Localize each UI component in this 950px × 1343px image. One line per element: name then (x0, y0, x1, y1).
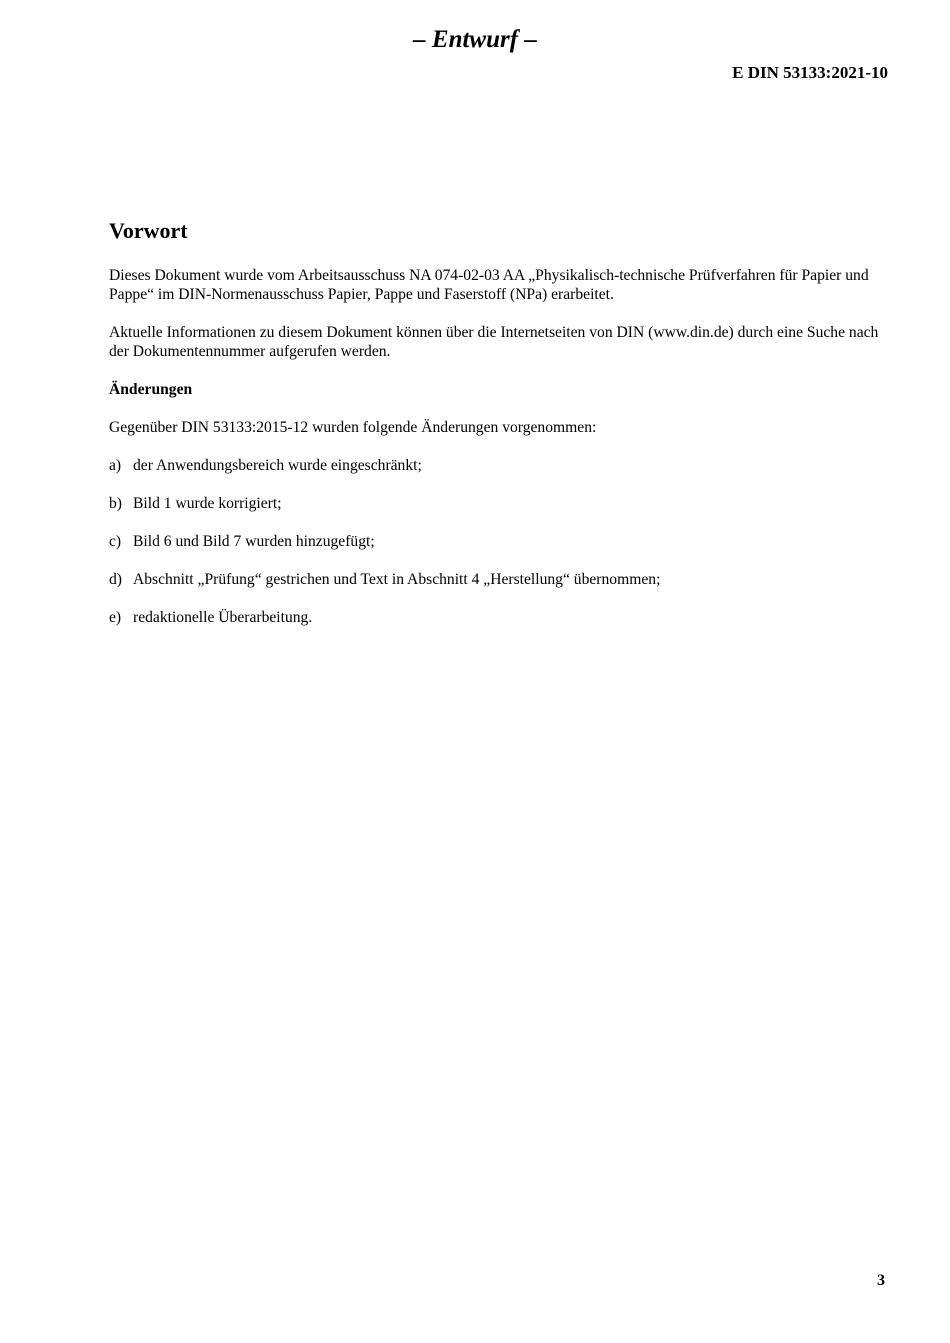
list-item (109, 532, 899, 551)
section-title: Vorwort (109, 218, 188, 243)
list-marker: d) (109, 571, 122, 588)
list-text: Bild 1 wurde korrigiert; (133, 495, 282, 512)
list-marker: a) (109, 457, 122, 474)
paragraph-information: Aktuelle Informationen zu diesem Dokument können über die Internetseiten von DIN (www.din.de) durch eine Suche nach der Dokumentennummer aufgerufen werden. (109, 324, 879, 360)
changes-list (109, 456, 899, 627)
list-marker: c) (109, 533, 122, 550)
list-item (109, 456, 899, 475)
list-marker: e) (109, 609, 122, 626)
list-text: Bild 6 und Bild 7 wurden hinzugefügt; (133, 533, 375, 550)
list-item (109, 570, 899, 589)
list-item (109, 608, 899, 627)
foreword-section (109, 216, 899, 646)
list-item (109, 494, 899, 513)
list-marker: b) (109, 495, 122, 512)
paragraph-committee: Dieses Dokument wurde vom Arbeitsausschuss NA 074-02-03 AA „Physikalisch-technische Prüfverfahren für Papier und Pappe“ im DIN-Normenausschuss Papier, Pappe und Faserstoff (NPa) erarbeitet. (109, 267, 869, 303)
page-number: 3 (877, 1272, 885, 1289)
draft-mark: – Entwurf – (413, 26, 537, 53)
changes-heading: Änderungen (109, 381, 193, 398)
list-text: redaktionelle Überarbeitung. (133, 609, 313, 626)
document-number: E DIN 53133:2021-10 (732, 63, 888, 82)
list-text: Abschnitt „Prüfung“ gestrichen und Text in Abschnitt 4 „Herstellung“ übernommen; (133, 571, 661, 588)
list-text: der Anwendungsbereich wurde eingeschränkt; (133, 457, 422, 474)
changes-intro: Gegenüber DIN 53133:2015-12 wurden folgende Änderungen vorgenommen: (109, 419, 597, 436)
